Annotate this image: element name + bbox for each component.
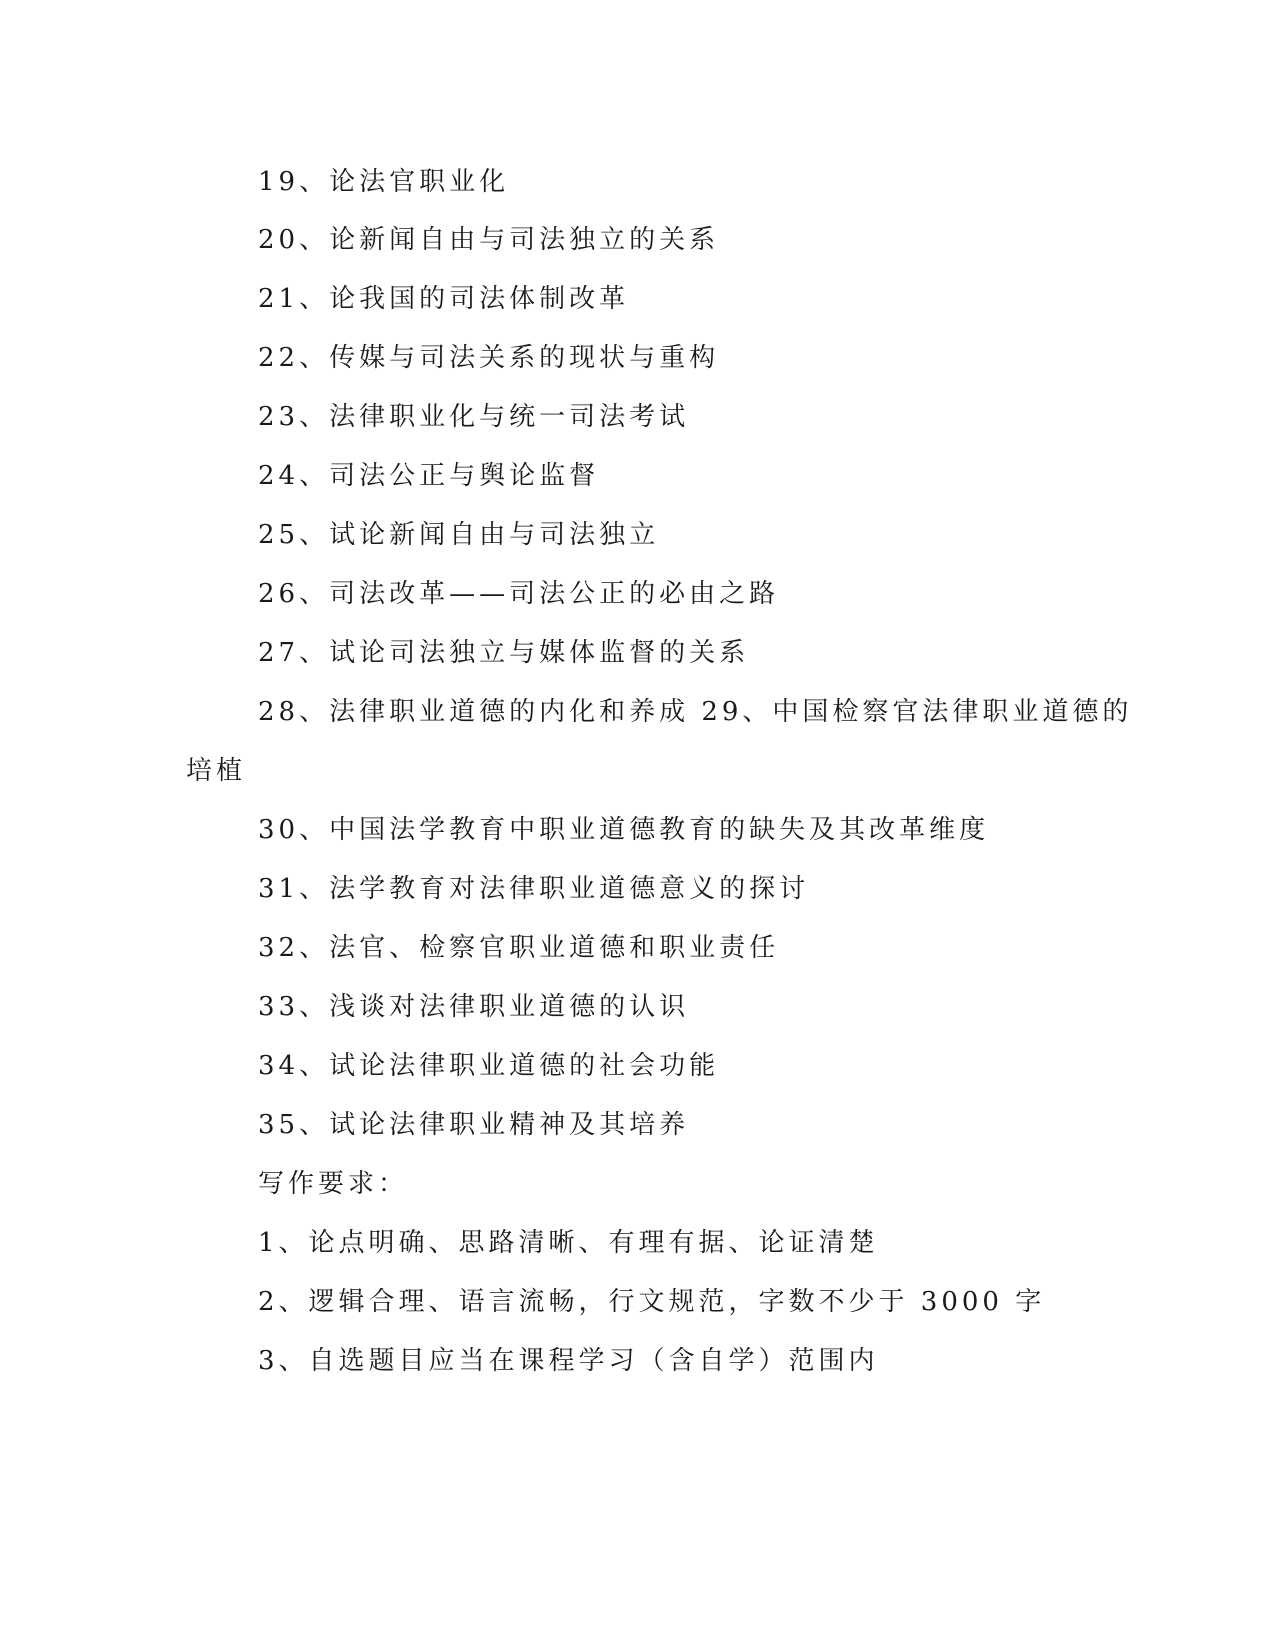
topic-33: 33、浅谈对法律职业道德的认识 (258, 992, 690, 1022)
topic-27: 27、试论司法独立与媒体监督的关系 (258, 638, 750, 668)
topic-25: 25、试论新闻自由与司法独立 (258, 520, 660, 550)
topic-32: 32、法官、检察官职业道德和职业责任 (258, 933, 780, 963)
topic-19: 19、论法官职业化 (258, 167, 510, 197)
topic-28-29: 28、法律职业道德的内化和养成 29、中国检察官法律职业道德的 (258, 697, 1133, 727)
topic-34: 34、试论法律职业道德的社会功能 (258, 1051, 720, 1081)
topic-31: 31、法学教育对法律职业道德意义的探讨 (258, 874, 810, 904)
requirement-1: 1、论点明确、思路清晰、有理有据、论证清楚 (258, 1228, 879, 1258)
topic-22: 22、传媒与司法关系的现状与重构 (258, 343, 720, 373)
topic-24: 24、司法公正与舆论监督 (258, 461, 600, 491)
topic-26: 26、司法改革——司法公正的必由之路 (258, 579, 780, 609)
requirement-2: 2、逻辑合理、语言流畅，行文规范，字数不少于 3000 字 (258, 1287, 1046, 1317)
requirements-heading: 写作要求： (258, 1169, 409, 1199)
topic-20: 20、论新闻自由与司法独立的关系 (258, 225, 720, 255)
topic-35: 35、试论法律职业精神及其培养 (258, 1110, 690, 1140)
requirement-3: 3、自选题目应当在课程学习（含自学）范围内 (258, 1346, 879, 1376)
topic-30: 30、中国法学教育中职业道德教育的缺失及其改革维度 (258, 815, 990, 845)
topic-23: 23、法律职业化与统一司法考试 (258, 402, 690, 432)
topic-21: 21、论我国的司法体制改革 (258, 284, 630, 314)
topic-29-continuation: 培植 (186, 756, 247, 786)
